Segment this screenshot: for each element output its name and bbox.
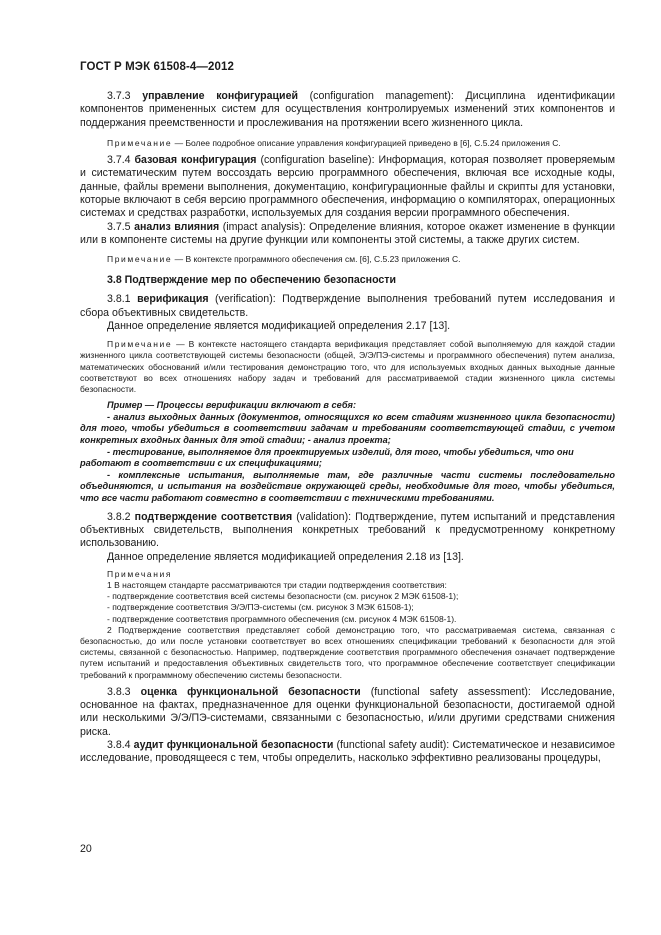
notes-heading: Примечания — [107, 568, 173, 579]
page-content — [80, 90, 615, 766]
term-3-7-3: 3.7.3 управление конфигурацией (configuration management): Дисциплина идентификации компонентов примененных систем для осуществления контролируемых изменений этих компонентов и поддержания преемственности и прослеживания на протяжении всего жизненного цикла. — [80, 90, 615, 129]
term-3-8-3: 3.8.3 оценка функциональной безопасности (functional safety assessment): Исследование, основанное на фактах, предназначенное для оценки функциональной безопасности, достигаемой одной или несколькими Э/Э/ПЭ-системами, связанными с безопасностью, и/или другими средствами снижения риска. — [80, 685, 616, 738]
term-3-8-4: 3.8.4 аудит функциональной безопасности (functional safety audit): Систематическое и независимое исследование, проводящееся с тем, чтобы определить, насколько эффективно реализованы процедуры, — [80, 739, 615, 765]
example-block — [80, 400, 615, 504]
term-3-8-2: 3.8.2 подтверждение соответствия (validation): Подтверждение, путем испытаний и представления объективных свидетельств, выполнения конкретных требований к предусмотренному конкретному использованию. — [80, 510, 615, 550]
note-line: 2 Подтверждение соответствия представляет собой демонстрацию того, что рассматриваемая система, связанная с безопасностью, до или после установки соответствует во всех отношениях спецификации требований к безопасности для этой системы, связанной с безопасностью. Например, подтверждение соответствия программного обеспечения означает подтверждение путем испытаний и предоставления объективных свидетельств того, что программное обеспечение соответствует спецификации требований к программному обеспечению системы безопасности. — [80, 624, 615, 680]
note-line: - подтверждение соответствия всей системы безопасности (см. рисунок 2 МЭК 61508-1); — [107, 591, 459, 602]
term-3-8-1: 3.8.1 верификация (verification): Подтверждение выполнения требований путем исследования и сбора объективных свидетельств. — [80, 293, 615, 319]
note-3-7-3: Примечание — Более подробное описание управления конфигурацией приведено в [6], С.5.24 приложения С. — [107, 137, 561, 148]
page-number: 20 — [80, 843, 92, 855]
note-line: 1 В настоящем стандарте рассматриваются три стадии подтверждения соответствия: — [107, 580, 447, 591]
def-3-8-1: Данное определение является модификацией определения 2.17 [13]. — [107, 319, 451, 332]
note-3-7-5: Примечание — В контексте программного обеспечения см. [6], С.5.23 приложения С. — [107, 254, 461, 265]
note-line: - подтверждение соответствия программного обеспечения (см. рисунок 4 МЭК 61508-1). — [107, 613, 457, 624]
example-item: - комплексные испытания, выполняемые там, где различные части системы последовательно объединяются, и испытания на воздействие окружающей среды, необходимые для того, чтобы убедиться, что все части работают совместно в соответствии с техническими требованиями. — [80, 469, 615, 504]
def-3-8-2: Данное определение является модификацией определения 2.18 из [13]. — [107, 550, 464, 563]
section-heading: 3.8 Подтверждение мер по обеспечению безопасности — [107, 274, 396, 287]
term-3-7-4: 3.7.4 базовая конфигурация (configuration baseline): Информация, которая позволяет проверяемым и систематическим путем воссоздать версию программного обеспечения, включая все исходные коды, данные, файлы времени выполнения, документацию, конфигурационные файлы и скрипты для установки, которые включают в себя версию программного обеспечения, информацию о компиляторах, операционных системах и средствах разработки, используемых для создания версии программного обеспечения. — [80, 154, 615, 220]
example-item: - тестирование, выполняемое для проектируемых изделий, для того, чтобы убедиться, что они работают в соответствии с их спецификациями; — [80, 446, 574, 469]
note-3-8-1: Примечание — В контексте настоящего стандарта верификация представляет собой выполняемую для каждой стадии жизненного цикла соответствующей системы безопасности (общей, Э/Э/ПЭ-системы и программного обеспечения) путем анализа, математических обоснований и/или тестирования демонстрацию того, что для используемых входных данных выходные данные соответствуют во всех отношениях набору задач и требований для рассматриваемой стадии жизненного цикла системы безопасности. — [80, 339, 615, 395]
example-title: Пример — Процессы верификации включают в себя: — [107, 400, 357, 411]
notes-3-8-2 — [80, 569, 615, 681]
term-3-7-5: 3.7.5 анализ влияния (impact analysis): Определение влияния, которое окажет изменение в функции или в компоненте системы на другие функции или компоненты этой системы, а также других систем. — [80, 220, 615, 246]
document-header: ГОСТ Р МЭК 61508-4—2012 — [80, 61, 234, 73]
note-line: - подтверждение соответствия Э/Э/ПЭ-системы (см. рисунок 3 МЭК 61508-1); — [107, 602, 414, 613]
example-item: - анализ выходных данных (документов, относящихся ко всем стадиям жизненного цикла безопасности) для того, чтобы убедиться в соответствии задачам и требованиям соответствующей стадии, с учетом конкретных входных данных для этой стадии; - анализ проекта; — [80, 411, 615, 446]
